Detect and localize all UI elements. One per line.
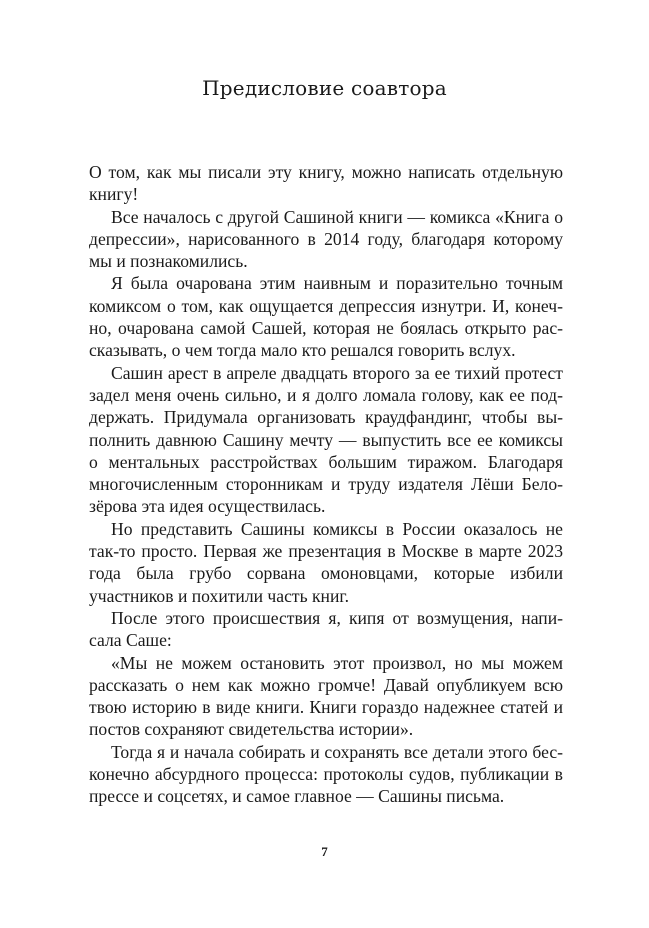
paragraph: «Мы не можем остановить этот произвол, но мы можем рассказать о нем как можно громче! Давай опубликуем всю твою историю в виде книги. Книги гораздо надежнее статей и постов сохраняют свидетельства истории».	[89, 652, 563, 740]
paragraph: Сашин арест в апреле двадцать второго за ее тихий протест задел меня очень сильно, и я долго ломала голову, как ее поддержать. Придумала организовать краудфандинг, чтобы выполнить давнюю Сашину мечту — выпустить все ее комиксы о ментальных расстройствах большим тиражом. Благодаря многочисленным сторонникам и труду издателя Лёши Белозёрова эта идея осуществилась.	[89, 362, 563, 517]
paragraph: О том, как мы писали эту книгу, можно написать отдельную книгу!	[89, 162, 563, 205]
paragraph: Но представить Сашины комиксы в России оказалось не так-то просто. Первая же презентация в Москве в марте 2023 года была грубо сорвана омоновцами, которые избили участников и похитили часть книг.	[89, 518, 563, 606]
paragraph: Я была очарована этим наивным и поразительно точным комиксом о том, как ощущается депрессия изнутри. И, конечно, очарована самой Сашей, которая не боялась открыто рассказывать, о чем тогда мало кто решался говорить вслух.	[89, 273, 563, 361]
body-text	[89, 161, 563, 808]
paragraph: Все началось с другой Сашиной книги — комикса «Книга о депрессии», нарисованного в 2014 году, благодаря которому мы и познакомились.	[89, 206, 563, 272]
paragraph: После этого происшествия я, кипя от возмущения, написала Саше:	[89, 607, 563, 651]
chapter-title: Предисловие соавтора	[202, 76, 447, 100]
paragraph: Тогда я и начала собирать и сохранять все детали этого бесконечно абсурдного процесса: протоколы судов, публикации в прессе и соцсетях, и самое главное — Сашины письма.	[89, 741, 563, 807]
page-number: 7	[321, 844, 328, 859]
